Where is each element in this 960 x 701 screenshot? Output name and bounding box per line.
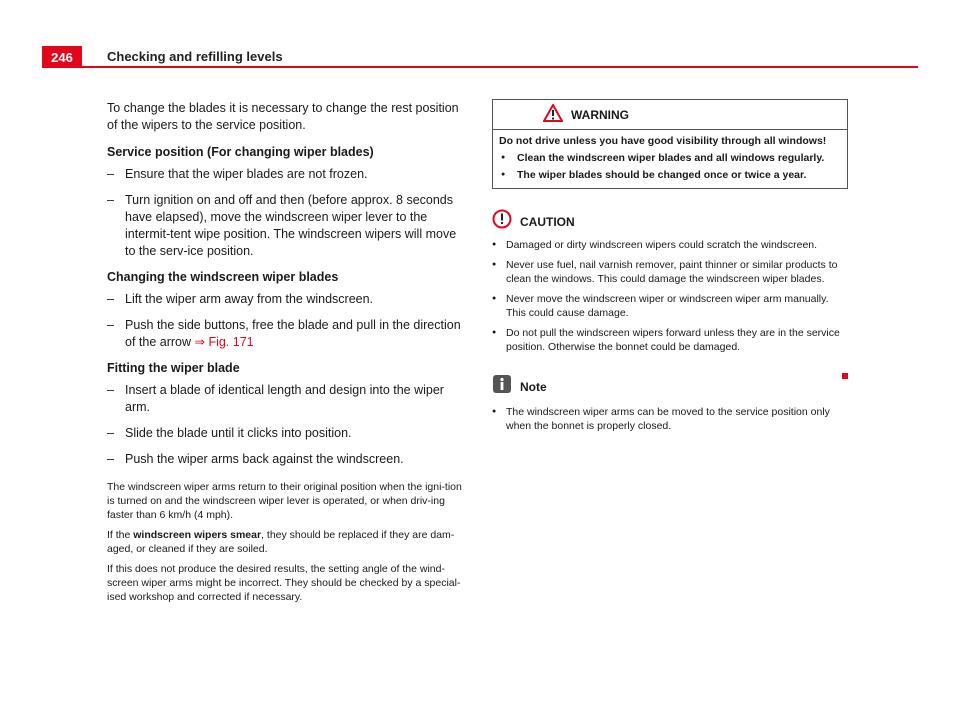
list-item: ● Damaged or dirty windscreen wipers could scratch the windscreen.	[492, 238, 848, 252]
step-text: Push the side buttons, free the blade and pull in the direction of the arrow	[125, 318, 461, 349]
note-info-icon	[492, 374, 512, 399]
fitting-heading: Fitting the wiper blade	[107, 361, 240, 375]
list-item: ● Never move the windscreen wiper or windscreen wiper arm manually. This could cause damage.	[492, 292, 848, 320]
list-item	[107, 317, 464, 351]
right-column	[492, 99, 848, 439]
header-rule	[82, 66, 918, 68]
page-number: 246	[42, 46, 82, 68]
intro-paragraph: To change the blades it is necessary to change the rest position of the wipers to the service position.	[107, 101, 459, 132]
caution-exclamation-icon	[492, 209, 512, 234]
changing-heading: Changing the windscreen wiper blades	[107, 270, 339, 284]
warning-header	[493, 100, 847, 130]
text: , they should be replaced if they are dam-aged, or cleaned if they are soiled.	[107, 529, 455, 555]
warning-line: Do not drive unless you have good visibility through all windows!	[499, 135, 827, 147]
section-end-marker	[842, 373, 848, 379]
page-header-title: Checking and refilling levels	[107, 49, 283, 64]
list-item: ● Never use fuel, nail varnish remover, paint thinner or similar products to clean the windows. This could damage the windscreen wiper blades.	[492, 258, 848, 286]
caution-header	[492, 209, 848, 234]
list-item: – Ensure that the wiper blades are not frozen.	[107, 166, 464, 183]
warning-triangle-icon	[543, 104, 563, 127]
list-item: ● The windscreen wiper arms can be moved to the service position only when the bonnet is properly closed.	[492, 405, 848, 433]
list-item: ● Do not pull the windscreen wipers forward unless they are in the service position. Otherwise the bonnet could be damaged.	[492, 326, 848, 354]
figure-link[interactable]: ⇒ Fig. 171	[194, 335, 254, 349]
list-item: – Slide the blade until it clicks into position.	[107, 425, 464, 442]
list-item: – Lift the wiper arm away from the windscreen.	[107, 291, 464, 308]
note-title: Note	[520, 379, 547, 394]
list-item: – Push the wiper arms back against the windscreen.	[107, 451, 464, 468]
list-item: ● Clean the windscreen wiper blades and all windows regularly.	[499, 151, 841, 165]
list-item: ● The wiper blades should be changed once or twice a year.	[499, 168, 841, 182]
workshop-paragraph: If this does not produce the desired results, the setting angle of the wind-screen wiper arms might be incorrect. They should be checked by a special-ised workshop and corrected if necessary.	[107, 563, 461, 603]
emphasis: windscreen wipers smear	[133, 529, 262, 541]
warning-title: WARNING	[571, 108, 629, 122]
list-item: – Insert a blade of identical length and design into the wiper arm.	[107, 382, 464, 416]
list-item: – Turn ignition on and off and then (before approx. 8 seconds have elapsed), move the windscreen wiper lever to the intermit-tent wipe position. The windscreen wipers will move to the serv-ice position.	[107, 192, 464, 260]
service-heading: Service position (For changing wiper blades)	[107, 145, 374, 159]
note-header	[492, 374, 848, 399]
smear-paragraph	[107, 528, 464, 556]
return-paragraph: The windscreen wiper arms return to their original position when the igni-tion is turned on and the windscreen wiper lever is operated, or when driv-ing faster than 6 km/h (4 mph).	[107, 481, 462, 521]
warning-box	[492, 99, 848, 189]
caution-title: CAUTION	[520, 214, 575, 229]
left-column	[107, 100, 464, 610]
text: If the	[107, 529, 134, 541]
warning-body	[493, 130, 847, 188]
